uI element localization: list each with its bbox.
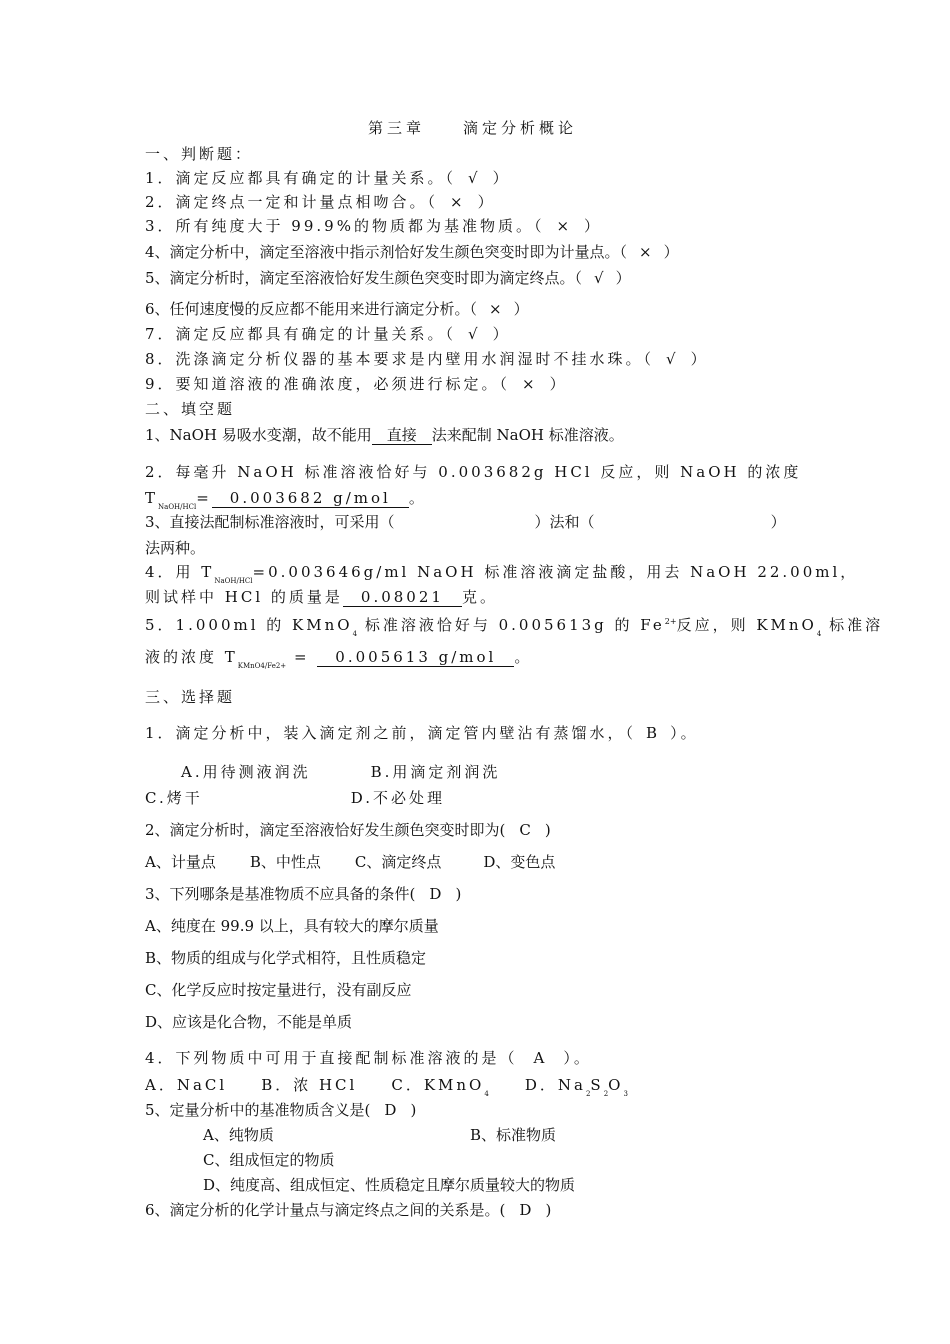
option-c: C、组成恒定的物质 bbox=[203, 1151, 335, 1169]
choice-question-2: 2、滴定分析时，滴定至溶液恰好发生颜色突变时即为( C ) bbox=[145, 821, 551, 839]
answer: × bbox=[556, 217, 573, 235]
fill-question-3-line1: 3、直接法配制标准溶液时，可采用（ ）法和（ ） bbox=[145, 513, 786, 531]
choice-question-4: 4．下列物质中可用于直接配制标准溶液的是（ A ）。 bbox=[145, 1049, 592, 1067]
answer: × bbox=[522, 375, 538, 393]
option-c: C、化学反应时按定量进行，没有副反应 bbox=[145, 981, 412, 999]
option-b: B．浓 HCl bbox=[261, 1076, 358, 1094]
judgement-item: 1．滴定反应都具有确定的计量关系。（ √ ） bbox=[145, 169, 511, 187]
option-b: B、中性点 bbox=[249, 853, 321, 871]
section-heading-judgement: 一、判断题： bbox=[145, 145, 254, 163]
answer: √ bbox=[468, 325, 481, 343]
answer-blank: 直接 bbox=[371, 426, 432, 444]
option-b: B、物质的组成与化学式相符，且性质稳定 bbox=[145, 949, 427, 967]
answer: D bbox=[519, 1201, 532, 1219]
section-heading-choice: 三、选择题 bbox=[145, 688, 236, 706]
answer-blank: 0.08021 bbox=[342, 588, 462, 606]
choice-options bbox=[145, 788, 445, 808]
judgement-item: 7．滴定反应都具有确定的计量关系。（ √ ） bbox=[145, 325, 511, 343]
answer: × bbox=[450, 193, 466, 211]
answer: × bbox=[639, 243, 652, 261]
choice-options bbox=[145, 762, 500, 782]
answer: D bbox=[384, 1101, 397, 1119]
judgement-item: 3．所有纯度大于 99.9%的物质都为基准物质。（ × ） bbox=[145, 217, 603, 235]
option-a: A．NaCl bbox=[145, 1076, 228, 1094]
fill-question-5-line1: 5．1.000ml 的 KMnO$_4$ 标准溶液恰好与 0.005613g 的 $Fe^{2+}$反应，则 KMnO$_4$ 标准溶 bbox=[145, 616, 884, 638]
answer: C bbox=[519, 821, 531, 839]
judgement-item: 6、任何速度慢的反应都不能用来进行滴定分析。（ × ） bbox=[145, 300, 529, 318]
chapter-title: 第三章 滴定分析概论 bbox=[368, 119, 578, 137]
answer: √ bbox=[594, 269, 604, 287]
fill-question-4-line2: 则试样中 HCl 的质量是 0.08021 克。 bbox=[145, 588, 498, 606]
option-c: C、滴定终点 bbox=[354, 853, 442, 871]
judgement-item: 5、滴定分析时，滴定至溶液恰好发生颜色突变时即为滴定终点。（ √ ） bbox=[145, 269, 631, 287]
fill-question-3-line2: 法两种。 bbox=[145, 539, 206, 557]
fill-question-5-line2: 液的浓度 $T_{KMnO4/Fe2+}$ = 0.005613 g/mol 。 bbox=[145, 648, 533, 670]
fill-question-2-line2: $T_{NaOH/HCl}=$ 0.003682 g/mol 。 bbox=[145, 489, 427, 511]
answer: √ bbox=[468, 169, 481, 187]
section-heading-fill: 二、填空题 bbox=[145, 400, 236, 418]
answer: B bbox=[646, 724, 661, 742]
option-a: A.用待测液润洗 bbox=[181, 763, 311, 781]
option-a: A、纯度在 99.9 以上，具有较大的摩尔质量 bbox=[145, 917, 439, 935]
choice-options bbox=[145, 852, 555, 872]
answer: × bbox=[489, 300, 502, 318]
fill-question-4-line1: 4．用 $T_{NaOH/HCl}=0.003646g/ml$ NaOH 标准溶液滴定盐酸，用去 NaOH 22.00ml， bbox=[145, 563, 859, 585]
judgement-item: 4、滴定分析中，滴定至溶液中指示剂恰好发生颜色突变时即为计量点。（ × ） bbox=[145, 243, 679, 261]
option-d: D.不必处理 bbox=[350, 789, 445, 807]
judgement-item: 2．滴定终点一定和计量点相吻合。（ × ） bbox=[145, 193, 496, 211]
fill-question-2-line1: 2．每毫升 NaOH 标准溶液恰好与 0.003682g HCl 反应，则 NaOH 的浓度 bbox=[145, 463, 802, 481]
option-d: D、纯度高、组成恒定、性质稳定且摩尔质量较大的物质 bbox=[203, 1176, 576, 1194]
answer: D bbox=[429, 885, 442, 903]
fill-question-1: 1、NaOH 易吸水变潮，故不能用 直接 法来配制 NaOH 标准溶液。 bbox=[145, 426, 624, 444]
option-a: A、纯物质 bbox=[203, 1126, 274, 1144]
choice-question-3: 3、下列哪条是基准物质不应具备的条件( D ) bbox=[145, 885, 462, 903]
choice-question-1: 1．滴定分析中，装入滴定剂之前，滴定管内壁沾有蒸馏水，（ B ）。 bbox=[145, 724, 699, 742]
judgement-item: 8．洗涤滴定分析仪器的基本要求是内壁用水润湿时不挂水珠。（ √ ） bbox=[145, 350, 709, 368]
option-d: D、应该是化合物，不能是单质 bbox=[145, 1013, 353, 1031]
option-c: C．KMnO$_4$ bbox=[391, 1076, 489, 1098]
answer: √ bbox=[666, 350, 679, 368]
choice-question-6: 6、滴定分析的化学计量点与滴定终点之间的关系是。( D ) bbox=[145, 1201, 552, 1219]
answer-blank: 0.005613 g/mol bbox=[317, 648, 515, 666]
option-a: A、计量点 bbox=[145, 853, 216, 871]
answer-blank: 0.003682 g/mol bbox=[211, 489, 409, 507]
choice-question-5: 5、定量分析中的基准物质含义是( D ) bbox=[145, 1101, 417, 1119]
option-d: D、变色点 bbox=[483, 853, 556, 871]
option-b: B.用滴定剂润洗 bbox=[370, 763, 501, 781]
option-d: D．$Na_2S_2O_3$ bbox=[524, 1076, 628, 1098]
option-c: C.烤干 bbox=[145, 789, 203, 807]
answer: A bbox=[533, 1049, 548, 1067]
judgement-item: 9．要知道溶液的准确浓度，必须进行标定。（ × ） bbox=[145, 375, 568, 393]
option-b: B、标准物质 bbox=[470, 1126, 557, 1144]
